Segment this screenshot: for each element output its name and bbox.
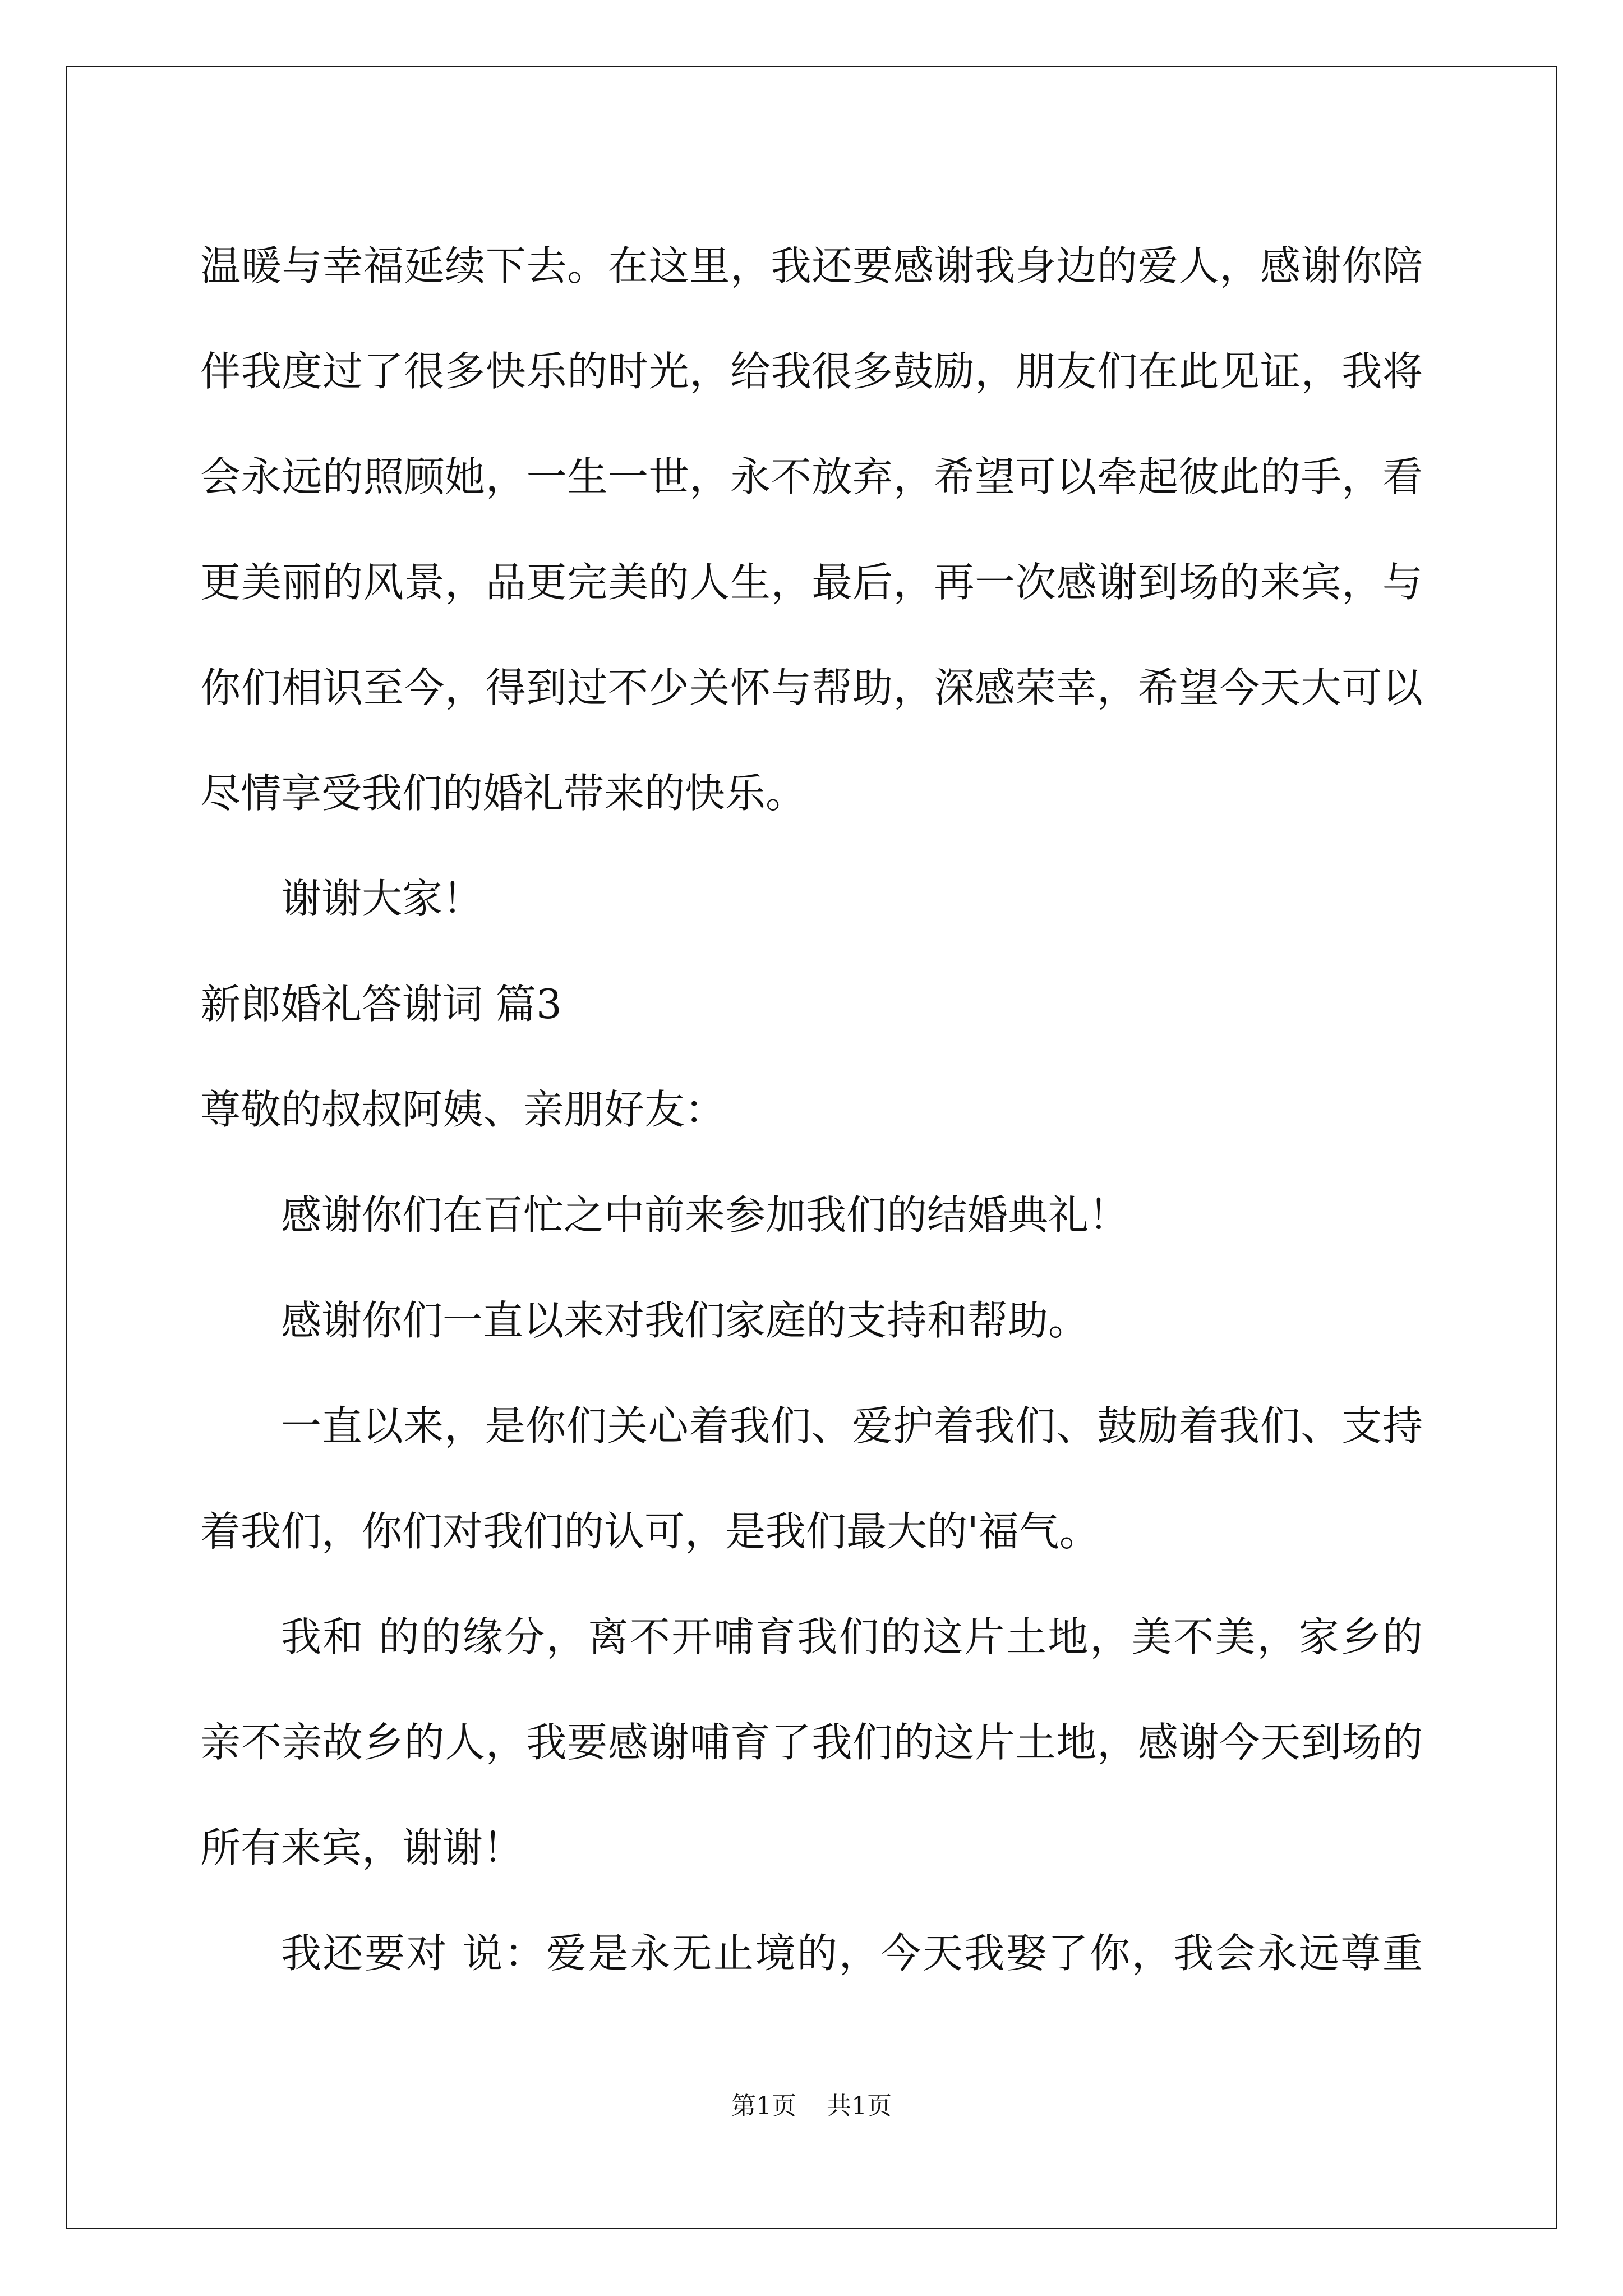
- text-line: 会永远的照顾她，一生一世，永不放弃，希望可以牵起彼此的手，看: [200, 453, 1423, 500]
- salutation: 尊敬的叔叔阿姨、亲朋好友：: [200, 1086, 726, 1133]
- page-total: 共1页: [827, 2092, 892, 2120]
- text-line: 所有来宾，谢谢！: [200, 1824, 524, 1871]
- text-line: 着我们，你们对我们的认可，是我们最大的'福气。: [200, 1508, 1100, 1555]
- page-number: 第1页: [731, 2092, 796, 2120]
- text-line: 感谢你们在百忙之中前来参加我们的结婚典礼！: [281, 1191, 1129, 1239]
- text-line: 温暖与幸福延续下去。在这里，我还要感谢我身边的爱人，感谢你陪: [200, 242, 1423, 289]
- text-line: 一直以来，是你们关心着我们、爱护着我们、鼓励着我们、支持: [281, 1402, 1423, 1450]
- section-heading: 新郎婚礼答谢词 篇3: [200, 981, 562, 1028]
- text-line: 感谢你们一直以来对我们家庭的支持和帮助。: [281, 1297, 1089, 1344]
- text-line: 更美丽的风景，品更完美的人生，最后，再一次感谢到场的来宾，与: [200, 559, 1423, 606]
- document-body: [200, 213, 1423, 2006]
- page-footer: [0, 2086, 1623, 2122]
- text-line: 伴我度过了很多快乐的时光，给我很多鼓励，朋友们在此见证，我将: [200, 348, 1423, 395]
- text-line: 我还要对 说：爱是永无止境的，今天我娶了你，我会永远尊重: [281, 1930, 1423, 1977]
- text-line: 尽情享受我们的婚礼带来的快乐。: [200, 770, 806, 817]
- closing-thanks: 谢谢大家！: [281, 875, 483, 922]
- text-line: 你们相识至今，得到过不少关怀与帮助，深感荣幸，希望今天大可以: [200, 664, 1423, 711]
- text-line: 我和 的的缘分，离不开哺育我们的这片土地，美不美，家乡的: [281, 1613, 1423, 1660]
- text-line: 亲不亲故乡的人，我要感谢哺育了我们的这片土地，感谢今天到场的: [200, 1719, 1423, 1766]
